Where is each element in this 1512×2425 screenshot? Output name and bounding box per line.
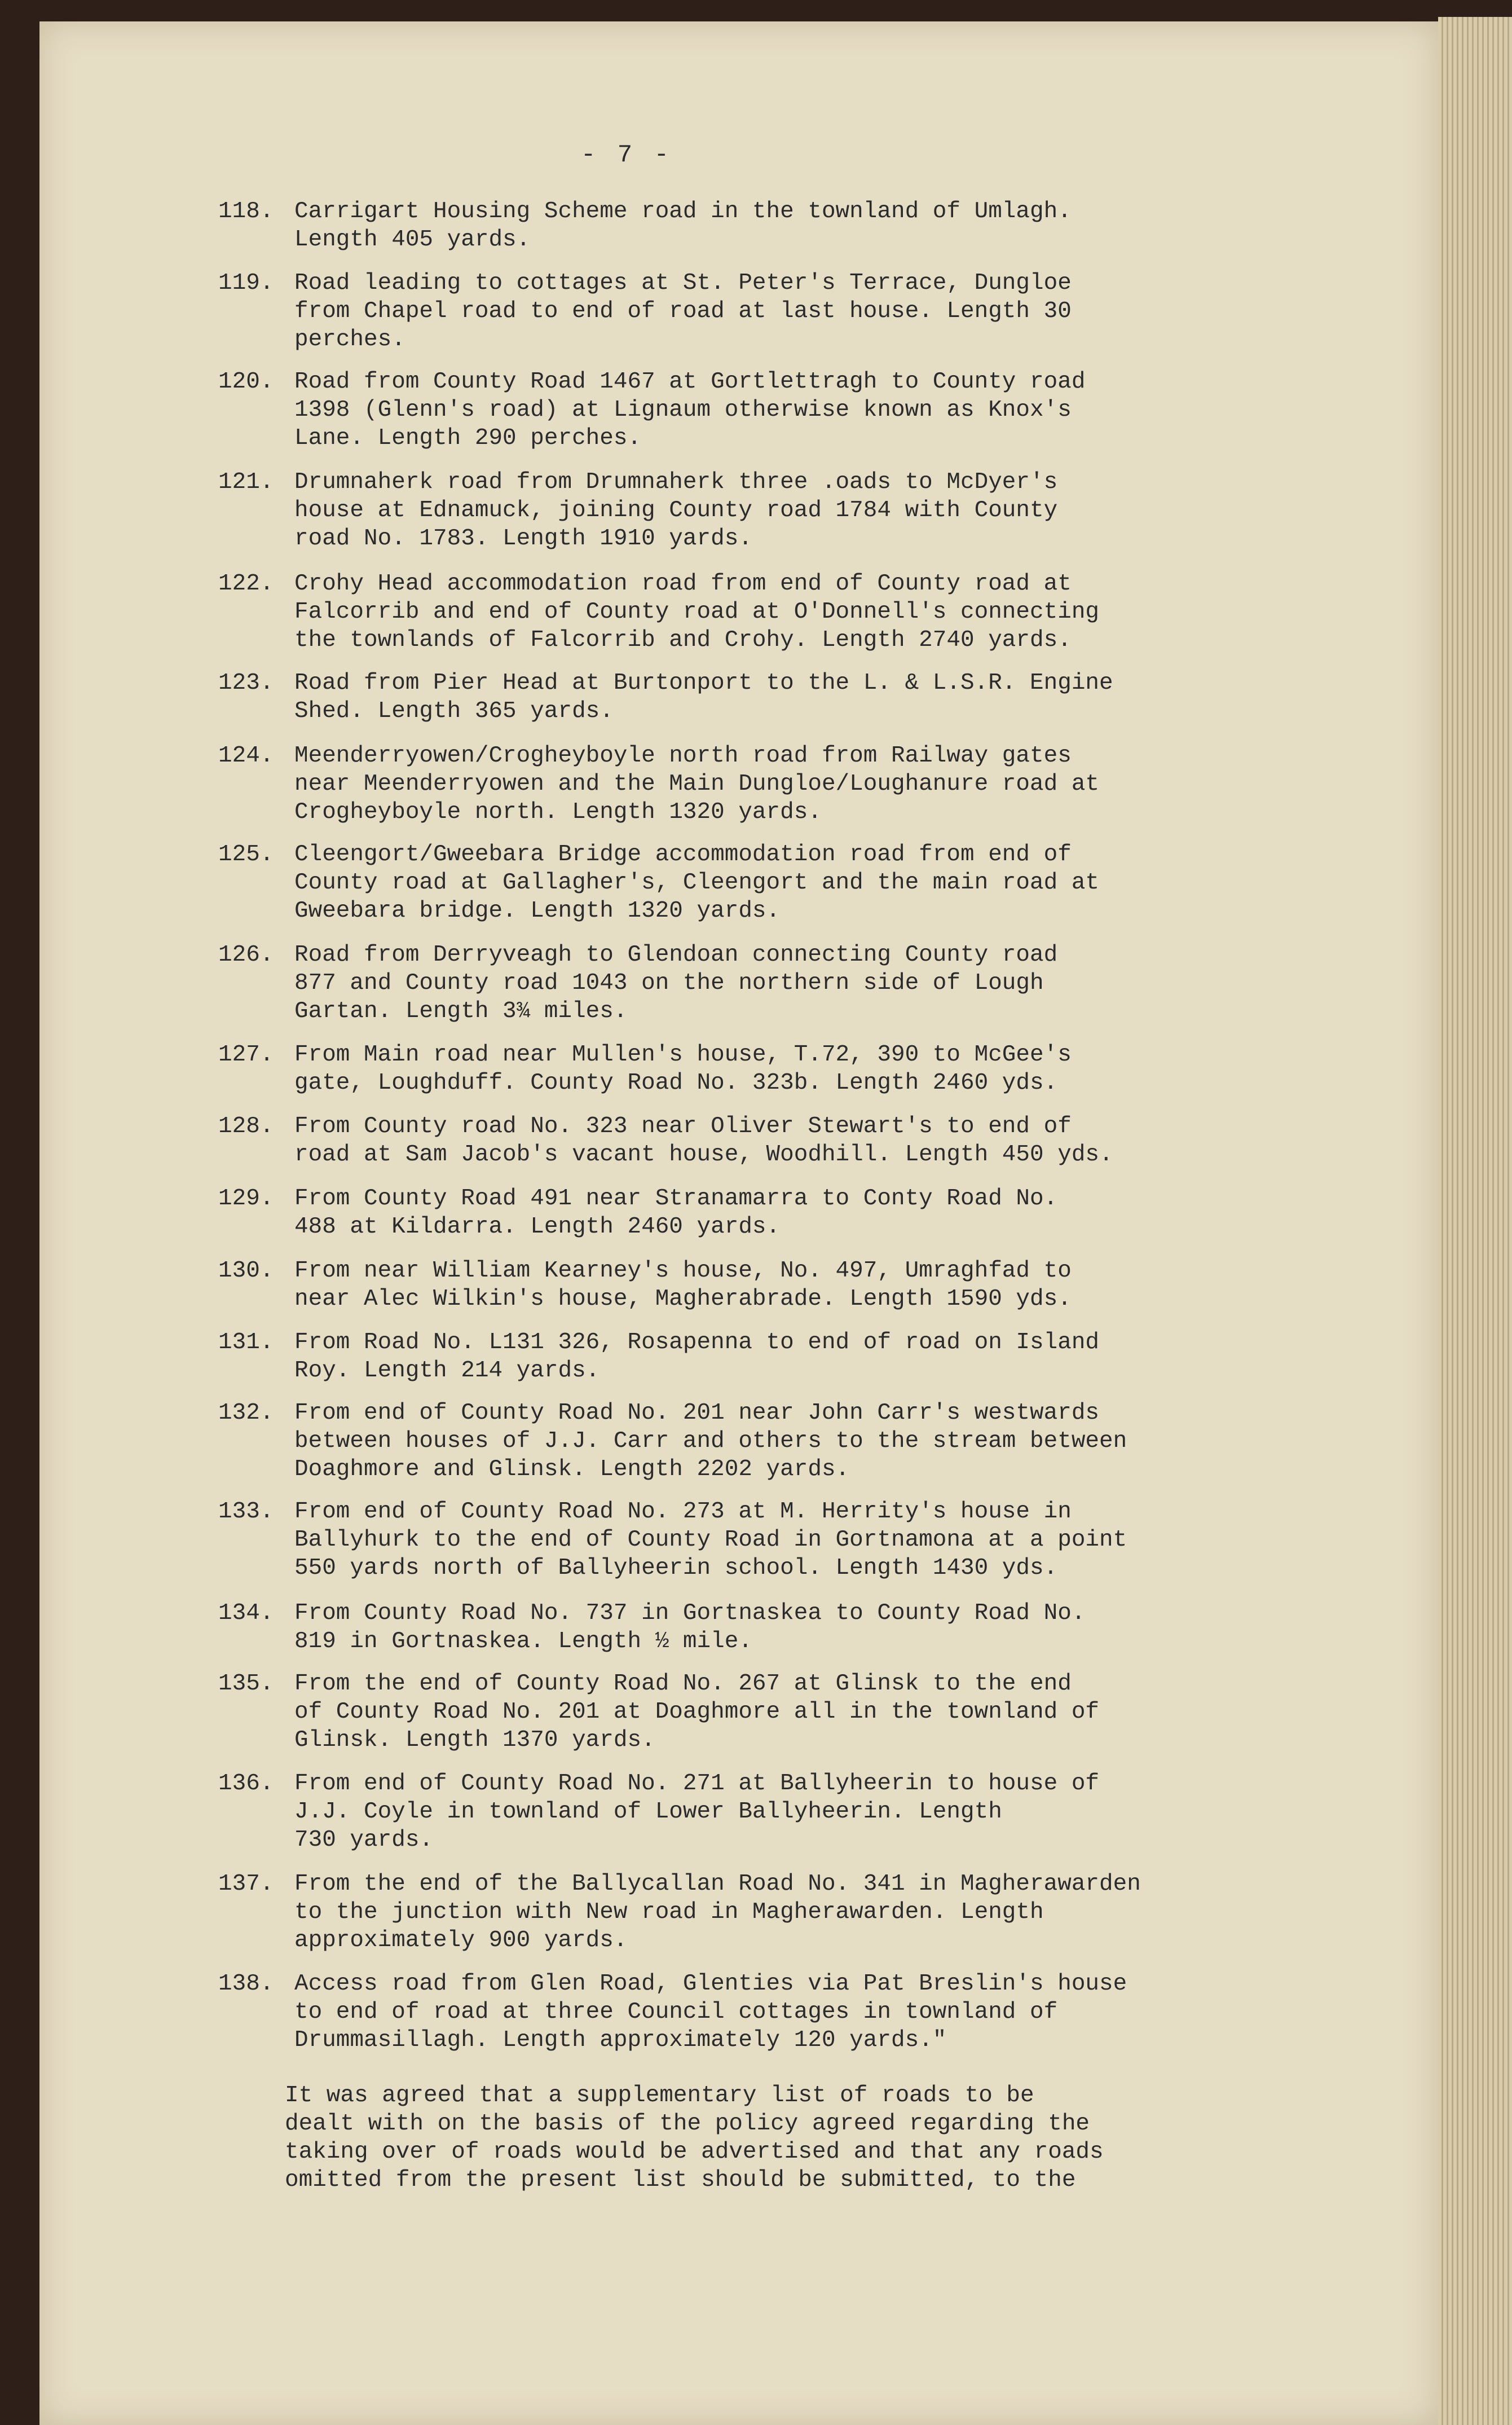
entry-number: 134. bbox=[218, 1600, 274, 1626]
entry-text: From Main road near Mullen's house, T.72, 390 to McGee's gate, Loughduff. County Road No. 323b. Length 2460 yds. bbox=[294, 1042, 1072, 1096]
page-number: - 7 - bbox=[581, 141, 673, 169]
entry-text: Road from Pier Head at Burtonport to the L. & L.S.R. Engine Shed. Length 365 yards. bbox=[294, 670, 1113, 724]
book-page-edges bbox=[1438, 17, 1512, 2425]
entry-text: From Road No. L131 326, Rosapenna to end of road on Island Roy. Length 214 yards. bbox=[294, 1330, 1100, 1384]
entry-text: From near William Kearney's house, No. 497, Umraghfad to near Alec Wilkin's house, Magherabrade. Length 1590 yds. bbox=[294, 1258, 1072, 1312]
entry-text: Cleengort/Gweebara Bridge accommodation road from end of County road at Gallagher's, Cleengort and the main road at Gweebara bridge. Length 1320 yards. bbox=[294, 842, 1100, 924]
entry-number: 130. bbox=[218, 1258, 274, 1284]
entry-text: Carrigart Housing Scheme road in the townland of Umlagh. Length 405 yards. bbox=[294, 199, 1072, 253]
entry-number: 123. bbox=[218, 670, 274, 696]
entry-number: 129. bbox=[218, 1186, 274, 1212]
entry-number: 132. bbox=[218, 1400, 274, 1426]
closing-paragraph: It was agreed that a supplementary list of roads to be dealt with on the basis of the policy agreed regarding the taking over of roads would be advertised and that any roads omitted from the present list should be submitted, to the bbox=[285, 2083, 1104, 2193]
entry-number: 136. bbox=[218, 1771, 274, 1797]
entry-number: 128. bbox=[218, 1114, 274, 1139]
entry-text: Crohy Head accommodation road from end of County road at Falcorrib and end of County road at O'Donnell's connecting the townlands of Falcorrib and Crohy. Length 2740 yards. bbox=[294, 571, 1100, 653]
entry-text: From end of County Road No. 271 at Ballyheerin to house of J.J. Coyle in townland of Lower Ballyheerin. Length 730 yards. bbox=[294, 1771, 1100, 1853]
entry-text: From County Road No. 737 in Gortnaskea to County Road No. 819 in Gortnaskea. Length ½ mile. bbox=[294, 1600, 1086, 1654]
entry-text: From end of County Road No. 273 at M. Herrity's house in Ballyhurk to the end of County Road in Gortnamona at a point 550 yards north of Ballyheerin school. Length 1430 yds. bbox=[294, 1499, 1127, 1581]
entry-number: 121. bbox=[218, 469, 274, 495]
entry-number: 135. bbox=[218, 1671, 274, 1697]
entry-text: Road leading to cottages at St. Peter's Terrace, Dungloe from Chapel road to end of road at last house. Length 30 perches. bbox=[294, 270, 1072, 353]
entry-text: From County Road 491 near Stranamarra to Conty Road No. 488 at Kildarra. Length 2460 yards. bbox=[294, 1186, 1058, 1240]
entry-text: From end of County Road No. 201 near John Carr's westwards between houses of J.J. Carr and others to the stream between Doaghmore and Glinsk. Length 2202 yards. bbox=[294, 1400, 1127, 1482]
entry-number: 125. bbox=[218, 842, 274, 868]
entry-number: 131. bbox=[218, 1330, 274, 1355]
entry-text: Access road from Glen Road, Glenties via Pat Breslin's house to end of road at three Council cottages in townland of Drummasillagh. Length approximately 120 yards." bbox=[294, 1971, 1127, 2053]
entry-number: 124. bbox=[218, 743, 274, 769]
entry-number: 137. bbox=[218, 1871, 274, 1897]
entry-text: From the end of the Ballycallan Road No. 341 in Magherawarden to the junction with New road in Magherawarden. Length approximately 900 yards. bbox=[294, 1871, 1141, 1953]
entry-number: 119. bbox=[218, 270, 274, 296]
entry-text: Road from Derryveagh to Glendoan connecting County road 877 and County road 1043 on the northern side of Lough Gartan. Length 3¾ miles. bbox=[294, 942, 1058, 1024]
entry-number: 118. bbox=[218, 199, 274, 225]
entry-number: 133. bbox=[218, 1499, 274, 1525]
entry-number: 127. bbox=[218, 1042, 274, 1068]
entry-number: 120. bbox=[218, 369, 274, 395]
entry-number: 126. bbox=[218, 942, 274, 968]
entry-number: 122. bbox=[218, 571, 274, 597]
entry-text: Road from County Road 1467 at Gortlettragh to County road 1398 (Glenn's road) at Lignaum otherwise known as Knox's Lane. Length 290 perches. bbox=[294, 369, 1086, 451]
entry-text: From the end of County Road No. 267 at Glinsk to the end of County Road No. 201 at Doaghmore all in the townland of Glinsk. Length 1370 yards. bbox=[294, 1671, 1100, 1753]
entry-text: From County road No. 323 near Oliver Stewart's to end of road at Sam Jacob's vacant house, Woodhill. Length 450 yds. bbox=[294, 1114, 1113, 1168]
entry-number: 138. bbox=[218, 1971, 274, 1997]
entry-text: Drumnaherk road from Drumnaherk three .oads to McDyer's house at Ednamuck, joining County road 1784 with County road No. 1783. Length 1910 yards. bbox=[294, 469, 1058, 552]
entry-text: Meenderryowen/Crogheyboyle north road from Railway gates near Meenderryowen and the Main Dungloe/Loughanure road at Crogheyboyle north. Length 1320 yards. bbox=[294, 743, 1100, 825]
